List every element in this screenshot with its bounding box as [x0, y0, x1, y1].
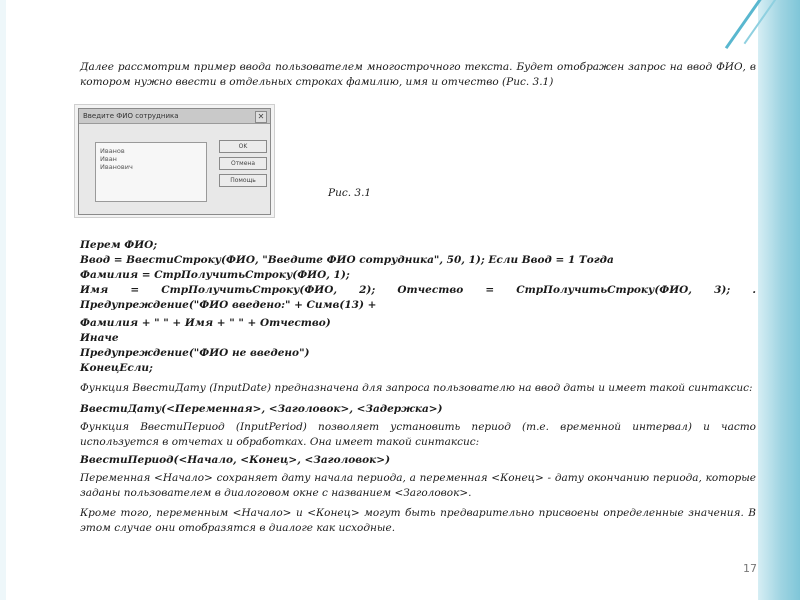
textarea-line: Иванович — [100, 163, 133, 171]
initial-values-paragraph: Кроме того, переменным <Начало> и <Конец> могут быть предварительно присвоены определенные значения. В этом случае они отобразятся в диалоге как исходные. — [80, 507, 756, 534]
inputdate-syntax: ВвестиДату(<Переменная>, <Заголовок>, <Задержка>) — [80, 403, 443, 415]
code-line: КонецЕсли; — [80, 362, 153, 374]
left-edge — [0, 0, 6, 600]
code-line: Перем ФИО; — [80, 239, 158, 251]
inputdate-paragraph: Функция ВвестиДату (InputDate) предназначена для запроса пользователю на ввод даты и имеет такой синтаксис: — [80, 382, 753, 394]
dialog-screenshot — [74, 104, 275, 218]
inputperiod-syntax: ВвестиПериод(<Начало, <Конец>, <Заголовок>) — [80, 454, 391, 466]
figure-caption: Рис. 3.1 — [328, 187, 372, 199]
code-line: Ввод = ВвестиСтроку(ФИО, "Введите ФИО сотрудника", 50, 1); Если Ввод = 1 Тогда — [80, 254, 614, 266]
code-line: Фамилия + " " + Имя + " " + Отчество) — [80, 317, 331, 329]
ok-button: OK — [219, 140, 267, 153]
close-icon: ✕ — [255, 111, 267, 123]
cancel-button: Отмена — [219, 157, 267, 170]
textarea-line: Иван — [100, 155, 117, 163]
inputperiod-paragraph: Функция ВвестиПериод (InputPeriod) позволяет установить период (т.е. временной интервал) и часто используется в отчетах и обработках. Она имеет такой синтаксис: — [80, 421, 756, 448]
intro-paragraph: Далее рассмотрим пример ввода пользователем многострочного текста. Будет отображен запрос на ввод ФИО, в котором нужно ввести в отдельных строках фамилию, имя и отчество (Рис. 3.1) — [80, 61, 756, 88]
help-button: Помощь — [219, 174, 267, 187]
dialog-textarea — [95, 142, 207, 202]
code-line: Имя = СтрПолучитьСтроку(ФИО, 2); Отчество = СтрПолучитьСтроку(ФИО, 3); . Предупреждение("ФИО введено:" + Симв(13) + — [80, 284, 756, 311]
dialog-title: Введите ФИО сотрудника — [79, 109, 270, 124]
page-number: 17 — [743, 562, 757, 575]
textarea-line: Иванов — [100, 147, 125, 155]
code-line: Фамилия = СтрПолучитьСтроку(ФИО, 1); — [80, 269, 350, 281]
input-dialog — [78, 108, 271, 215]
period-variables-paragraph: Переменная <Начало> сохраняет дату начала периода, а переменная <Конец> - дату окончанию периода, которые заданы пользователем в диалоговом окне с названием <Заголовок>. — [80, 472, 756, 499]
code-line: Предупреждение("ФИО не введено") — [80, 347, 310, 359]
right-decorative-border — [758, 0, 800, 600]
code-line: Иначе — [80, 332, 119, 344]
